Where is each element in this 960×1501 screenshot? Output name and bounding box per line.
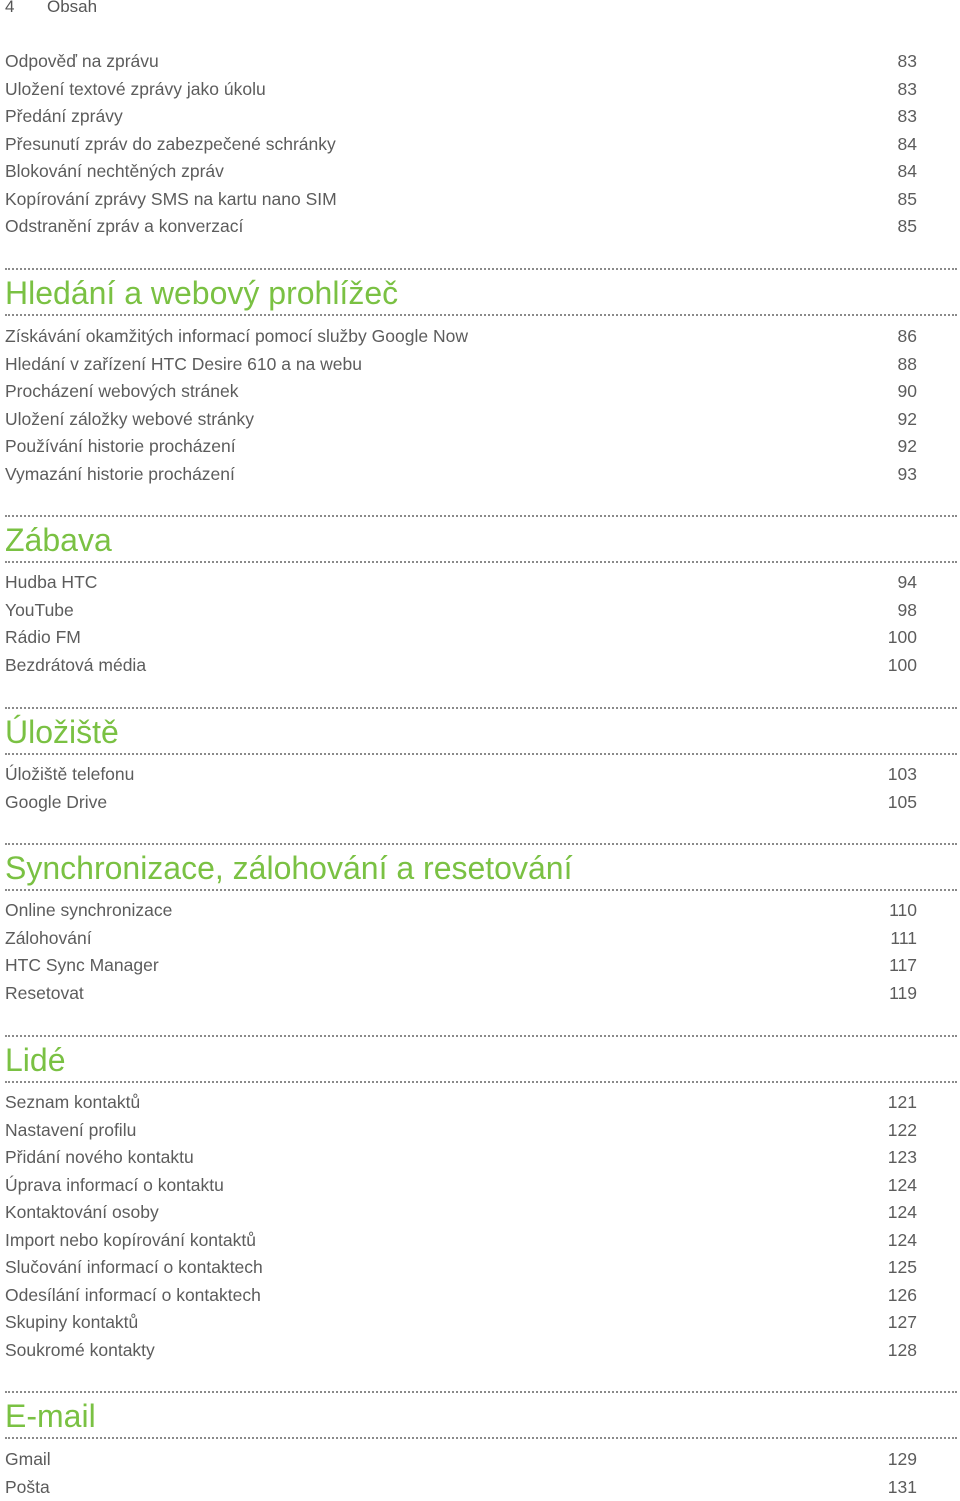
section-divider: [5, 889, 957, 891]
toc-entry[interactable]: [5, 433, 957, 461]
page-number: 4: [5, 0, 47, 17]
section-divider: [5, 1437, 957, 1439]
toc-entry-page: 105: [888, 789, 917, 817]
toc-entry[interactable]: [5, 1337, 957, 1365]
section-divider: [5, 1081, 957, 1083]
toc-entry[interactable]: [5, 1474, 957, 1501]
toc-entry-title: Úložiště telefonu: [5, 761, 134, 789]
toc-entry-page: 128: [888, 1337, 917, 1365]
toc-entry-title: Přesunutí zpráv do zabezpečené schránky: [5, 131, 336, 159]
section-divider: [5, 268, 957, 270]
toc-entry-page: 83: [898, 48, 917, 76]
toc-entry-title: Kopírování zprávy SMS na kartu nano SIM: [5, 186, 337, 214]
toc-section-search-browser: [5, 268, 957, 316]
toc-entry-page: 85: [898, 213, 917, 241]
section-divider: [5, 1391, 957, 1393]
section-divider: [5, 561, 957, 563]
page-title: Obsah: [47, 0, 97, 16]
toc-entry-page: 117: [889, 952, 917, 980]
toc-entry-page: 83: [898, 76, 917, 104]
toc-entry-title: YouTube: [5, 597, 74, 625]
toc-entry[interactable]: [5, 1089, 957, 1117]
toc-entry[interactable]: [5, 378, 957, 406]
toc-entry-page: 100: [888, 624, 917, 652]
toc-entry-title: Získávání okamžitých informací pomocí služby Google Now: [5, 323, 468, 351]
toc-entry-page: 93: [898, 461, 917, 489]
toc-entry[interactable]: [5, 1172, 957, 1200]
toc-entry-page: 86: [898, 323, 917, 351]
toc-entry-title: Blokování nechtěných zpráv: [5, 158, 224, 186]
toc-entry[interactable]: [5, 1199, 957, 1227]
toc-entry[interactable]: [5, 897, 957, 925]
toc-entry-page: 122: [888, 1117, 917, 1145]
toc-entry[interactable]: [5, 213, 957, 241]
toc-entry[interactable]: [5, 1227, 957, 1255]
toc-entry[interactable]: [5, 761, 957, 789]
toc-entry-page: 125: [888, 1254, 917, 1282]
toc-entry[interactable]: [5, 406, 957, 434]
toc-entry-page: 103: [888, 761, 917, 789]
toc-entry-title: Google Drive: [5, 789, 107, 817]
toc-entry-page: 100: [888, 652, 917, 680]
toc-entry-title: Hledání v zařízení HTC Desire 610 a na webu: [5, 351, 362, 379]
toc-entry-page: 90: [898, 378, 917, 406]
toc-entry-title: Odesílání informací o kontaktech: [5, 1282, 261, 1310]
toc-entry[interactable]: [5, 131, 957, 159]
toc-entry-title: Zálohování: [5, 925, 92, 953]
toc-entry-page: 83: [898, 103, 917, 131]
section-heading[interactable]: Synchronizace, zálohování a resetování: [5, 848, 957, 888]
toc-entry[interactable]: [5, 597, 957, 625]
toc-section-email: [5, 1391, 957, 1439]
toc-entry-title: Vymazání historie procházení: [5, 461, 235, 489]
toc-entry-page: 119: [889, 980, 917, 1008]
toc-entry-page: 94: [898, 569, 917, 597]
toc-entry[interactable]: [5, 351, 957, 379]
toc-entry-title: Kontaktování osoby: [5, 1199, 159, 1227]
section-heading[interactable]: Hledání a webový prohlížeč: [5, 273, 957, 313]
toc-entry[interactable]: [5, 1309, 957, 1337]
toc-entry-title: Úprava informací o kontaktu: [5, 1172, 224, 1200]
toc-entry-title: Bezdrátová média: [5, 652, 146, 680]
toc-entry-page: 92: [898, 433, 917, 461]
section-divider: [5, 753, 957, 755]
toc-entry[interactable]: [5, 789, 957, 817]
toc-section-list: [5, 1089, 957, 1364]
toc-entry[interactable]: [5, 103, 957, 131]
toc-entry[interactable]: [5, 158, 957, 186]
toc-entry-title: Gmail: [5, 1446, 51, 1474]
toc-entry-title: Odpověď na zprávu: [5, 48, 159, 76]
toc-entry-title: Uložení textové zprávy jako úkolu: [5, 76, 266, 104]
toc-entry-page: 124: [888, 1172, 917, 1200]
toc-entry-title: Soukromé kontakty: [5, 1337, 155, 1365]
toc-entry-page: 111: [890, 925, 917, 953]
toc-section-entertainment: [5, 515, 957, 563]
toc-section-sync-backup-reset: [5, 843, 957, 891]
toc-section-list: [5, 1446, 957, 1501]
toc-entry[interactable]: [5, 952, 957, 980]
toc-entry[interactable]: [5, 1446, 957, 1474]
toc-entry-title: Online synchronizace: [5, 897, 172, 925]
toc-entry-title: HTC Sync Manager: [5, 952, 159, 980]
toc-entry-title: Seznam kontaktů: [5, 1089, 140, 1117]
toc-entry[interactable]: [5, 624, 957, 652]
toc-entry-title: Procházení webových stránek: [5, 378, 238, 406]
toc-section-list: [5, 897, 957, 1007]
toc-section-list: [5, 569, 957, 679]
toc-entry-page: 110: [889, 897, 917, 925]
toc-entry-title: Skupiny kontaktů: [5, 1309, 138, 1337]
section-heading[interactable]: Zábava: [5, 520, 957, 560]
toc-entry-title: Hudba HTC: [5, 569, 97, 597]
toc-entry-page: 124: [888, 1199, 917, 1227]
toc-section-people: [5, 1035, 957, 1083]
toc-entry-title: Odstranění zpráv a konverzací: [5, 213, 243, 241]
page-header: [5, 0, 97, 17]
toc-entry[interactable]: [5, 461, 957, 489]
toc-entry[interactable]: [5, 569, 957, 597]
toc-entry-title: Pošta: [5, 1474, 50, 1501]
toc-entry-title: Přidání nového kontaktu: [5, 1144, 194, 1172]
toc-entry-page: 98: [898, 597, 917, 625]
toc-entry[interactable]: [5, 1254, 957, 1282]
toc-entry-page: 131: [888, 1474, 917, 1501]
section-heading[interactable]: Úložiště: [5, 712, 957, 752]
toc-entry-page: 129: [888, 1446, 917, 1474]
toc-entry-title: Resetovat: [5, 980, 84, 1008]
toc-entry-title: Předání zprávy: [5, 103, 123, 131]
toc-section-storage: [5, 707, 957, 755]
toc-entry-page: 92: [898, 406, 917, 434]
toc-entry-page: 124: [888, 1227, 917, 1255]
toc-entry[interactable]: [5, 925, 957, 953]
toc-entry-page: 88: [898, 351, 917, 379]
toc-entry-title: Import nebo kopírování kontaktů: [5, 1227, 256, 1255]
toc-entry-page: 127: [888, 1309, 917, 1337]
toc-entry-page: 85: [898, 186, 917, 214]
toc-entry[interactable]: [5, 186, 957, 214]
toc-entry[interactable]: [5, 76, 957, 104]
toc-entry-title: Používání historie procházení: [5, 433, 236, 461]
section-heading[interactable]: E-mail: [5, 1396, 957, 1436]
toc-entry-page: 126: [888, 1282, 917, 1310]
toc-entry[interactable]: [5, 1117, 957, 1145]
section-heading[interactable]: Lidé: [5, 1040, 957, 1080]
toc-entry[interactable]: [5, 980, 957, 1008]
toc-entry-page: 123: [888, 1144, 917, 1172]
toc-entry-title: Uložení záložky webové stránky: [5, 406, 254, 434]
section-divider: [5, 1035, 957, 1037]
section-divider: [5, 843, 957, 845]
toc-entry-page: 84: [898, 158, 917, 186]
toc-entry-page: 121: [888, 1089, 917, 1117]
section-divider: [5, 314, 957, 316]
toc-entry[interactable]: [5, 1282, 957, 1310]
toc-entry[interactable]: [5, 323, 957, 351]
toc-entry-title: Nastavení profilu: [5, 1117, 136, 1145]
toc-section-list: [5, 761, 957, 816]
toc-continued-list: [5, 48, 957, 241]
section-divider: [5, 707, 957, 709]
toc-entry[interactable]: [5, 652, 957, 680]
toc-entry-page: 84: [898, 131, 917, 159]
toc-section-list: [5, 323, 957, 488]
toc-entry[interactable]: [5, 48, 957, 76]
section-divider: [5, 515, 957, 517]
toc-entry-title: Slučování informací o kontaktech: [5, 1254, 263, 1282]
toc-entry[interactable]: [5, 1144, 957, 1172]
toc-entry-title: Rádio FM: [5, 624, 81, 652]
